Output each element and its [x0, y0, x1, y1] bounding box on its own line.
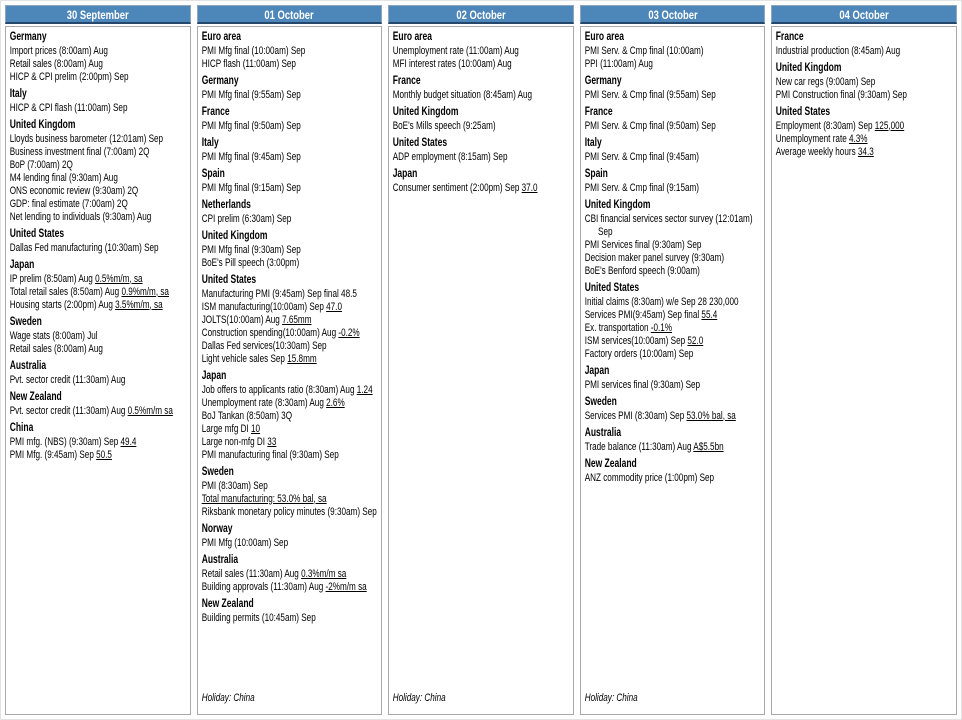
event-line — [201, 612, 377, 625]
event-text: PMI (8:30am) Sep — [201, 479, 268, 492]
event-text: PMI Serv. & Cmp final (9:55am) Sep — [584, 88, 716, 101]
event-line — [10, 405, 186, 418]
country-name: Germany — [9, 31, 47, 43]
event-line — [201, 45, 377, 58]
day-header — [771, 5, 957, 24]
event-value-underlined: 4.3% — [849, 132, 868, 145]
event-line — [10, 198, 186, 211]
country-section — [201, 550, 377, 594]
country-section — [201, 29, 377, 71]
event-value-underlined: -0.1% — [650, 321, 672, 334]
country-name: New Zealand — [9, 391, 62, 403]
event-line — [10, 299, 186, 312]
event-line — [776, 76, 952, 89]
event-value-underlined: 34.3 — [858, 145, 875, 158]
country-name: United States — [584, 282, 639, 294]
country-section — [10, 356, 186, 387]
country-section — [201, 133, 377, 164]
event-line — [10, 211, 186, 224]
event-line — [201, 353, 377, 366]
event-line — [10, 146, 186, 159]
event-text: BoE's Pill speech (3:00pm) — [201, 256, 299, 269]
country-name: Euro area — [584, 31, 624, 43]
event-text: PMI manufacturing final (9:30am) Sep — [201, 448, 339, 461]
day-events-box — [771, 26, 957, 715]
event-text: Unemployment rate — [776, 132, 850, 145]
day-events-box — [388, 26, 574, 715]
country-name: Sweden — [584, 396, 617, 408]
event-line — [201, 537, 377, 550]
event-line — [10, 185, 186, 198]
country-name: United Kingdom — [201, 230, 268, 242]
country-name: Japan — [392, 168, 418, 180]
event-line — [201, 436, 377, 449]
day-header-label: 04 October — [839, 10, 889, 22]
country-section — [393, 29, 569, 71]
event-line — [584, 265, 760, 278]
event-text: PMI Construction final (9:30am) Sep — [776, 88, 908, 101]
holiday-note: Holiday: China — [584, 692, 638, 704]
event-value-underlined: 47.0 — [325, 300, 342, 313]
event-line — [201, 257, 377, 270]
event-line — [10, 102, 186, 115]
event-text: Employment (8:30am) Sep — [776, 119, 876, 132]
event-value-underlined: 0.5%m/m, sa — [95, 272, 143, 285]
country-name: France — [201, 106, 230, 118]
event-line — [584, 410, 760, 423]
event-value-underlined: 0.5%m/m sa — [127, 404, 173, 417]
country-name: Norway — [201, 523, 233, 535]
event-line — [393, 151, 569, 164]
country-section — [10, 387, 186, 418]
country-section — [776, 58, 952, 102]
day-header — [197, 5, 383, 24]
country-section — [10, 224, 186, 255]
holiday-note: Holiday: China — [201, 692, 255, 704]
event-line — [584, 441, 760, 454]
event-line — [201, 120, 377, 133]
event-line — [201, 213, 377, 226]
country-section — [584, 195, 760, 278]
event-line — [201, 340, 377, 353]
event-text: Average weekly hours — [776, 145, 859, 158]
country-section — [584, 423, 760, 454]
event-text: Light vehicle sales Sep — [201, 352, 287, 365]
day-events-list — [581, 27, 765, 714]
event-line — [10, 449, 186, 462]
country-section — [584, 278, 760, 361]
country-name: Euro area — [201, 31, 241, 43]
event-line — [201, 151, 377, 164]
event-text: CBI financial services sector survey (12:01am) Sep — [584, 212, 753, 238]
event-line — [201, 397, 377, 410]
event-text: PMI Mfg final (9:15am) Sep — [201, 181, 301, 194]
event-text: PMI Mfg final (9:55am) Sep — [201, 88, 301, 101]
country-name: Italy — [201, 137, 219, 149]
event-text: BoP (7:00am) 2Q — [9, 158, 73, 171]
event-line — [584, 58, 760, 71]
event-line — [10, 286, 186, 299]
country-section — [584, 71, 760, 102]
day-column-01-october — [197, 5, 383, 715]
country-name: United States — [201, 274, 256, 286]
country-section — [10, 255, 186, 312]
event-text: GDP: final estimate (7:00am) 2Q — [9, 197, 128, 210]
event-text: MFI interest rates (10:00am) Aug — [392, 57, 512, 70]
event-line — [776, 146, 952, 159]
event-line — [584, 335, 760, 348]
event-line — [584, 348, 760, 361]
event-line — [393, 182, 569, 195]
event-line — [201, 480, 377, 493]
event-text: BoE's Benford speech (9:00am) — [584, 264, 700, 277]
country-name: Australia — [9, 360, 47, 372]
event-text: Large mfg DI — [201, 422, 251, 435]
event-text: ISM services(10:00am) Sep — [584, 334, 688, 347]
day-events-list — [389, 27, 573, 714]
day-column-30-september — [5, 5, 191, 715]
country-name: United Kingdom — [9, 119, 76, 131]
event-line — [201, 384, 377, 397]
event-text: Services PMI (8:30am) Sep — [584, 409, 687, 422]
event-value-underlined: 52.0 — [687, 334, 704, 347]
event-line — [776, 45, 952, 58]
event-text: Manufacturing PMI (9:45am) Sep final 48.5 — [201, 287, 357, 300]
event-text: Consumer sentiment (2:00pm) Sep — [392, 181, 522, 194]
event-text: PMI Mfg final (9:50am) Sep — [201, 119, 301, 132]
event-text: Construction spending(10:00am) Aug — [201, 326, 338, 339]
event-line — [201, 58, 377, 71]
country-section — [584, 102, 760, 133]
event-text: PMI Serv. & Cmp final (9:15am) — [584, 181, 699, 194]
event-text: BoE's Mills speech (9:25am) — [392, 119, 496, 132]
country-name: Japan — [9, 259, 35, 271]
event-line — [584, 151, 760, 164]
event-text: PMI Serv. & Cmp final (9:50am) Sep — [584, 119, 716, 132]
event-text: Wage stats (8:00am) Jul — [9, 329, 98, 342]
event-line — [584, 213, 760, 239]
event-line — [201, 327, 377, 340]
event-line — [201, 89, 377, 102]
country-name: United Kingdom — [392, 106, 459, 118]
country-name: United Kingdom — [584, 199, 651, 211]
event-line — [584, 89, 760, 102]
event-line — [10, 343, 186, 356]
event-line — [201, 314, 377, 327]
event-line — [201, 581, 377, 594]
event-line — [393, 120, 569, 133]
event-value-underlined: 55.4 — [701, 308, 718, 321]
country-name: United States — [9, 228, 65, 240]
event-text: HICP flash (11:00am) Sep — [201, 57, 296, 70]
event-text: Industrial production (8:45am) Aug — [776, 44, 901, 57]
event-text: HICP & CPI prelim (2:00pm) Sep — [9, 70, 129, 83]
economic-calendar-week — [5, 5, 957, 715]
event-text: PMI Mfg (10:00am) Sep — [201, 536, 288, 549]
country-section — [201, 195, 377, 226]
event-text: Riksbank monetary policy minutes (9:30am) Sep — [201, 505, 377, 518]
country-name: Japan — [584, 365, 610, 377]
day-events-box — [580, 26, 766, 715]
country-name: New Zealand — [584, 458, 637, 470]
event-value-underlined: 3.5%m/m, sa — [115, 298, 163, 311]
event-text: Unemployment rate (11:00am) Aug — [392, 44, 519, 57]
event-text: Trade balance (11:30am) Aug — [584, 440, 694, 453]
event-text: Large non-mfg DI — [201, 435, 267, 448]
event-text: ADP employment (8:15am) Sep — [392, 150, 508, 163]
event-text: Job offers to applicants ratio (8:30am) Aug — [201, 383, 357, 396]
country-name: Spain — [584, 168, 608, 180]
country-section — [10, 312, 186, 356]
event-text: Pvt. sector credit (11:30am) Aug — [9, 373, 126, 386]
event-value-underlined: 33 — [266, 435, 276, 448]
day-column-03-october — [580, 5, 766, 715]
country-name: Australia — [201, 554, 238, 566]
event-line — [584, 45, 760, 58]
event-value-underlined: 2.6% — [325, 396, 345, 409]
country-section — [393, 133, 569, 164]
country-name: France — [776, 31, 804, 43]
event-value-underlined: 53.0% bal, sa — [686, 409, 736, 422]
country-section — [584, 164, 760, 195]
event-text: Total retail sales (8:50am) Aug — [9, 285, 122, 298]
event-line — [201, 423, 377, 436]
event-value-underlined: 49.4 — [120, 435, 137, 448]
event-text: New car regs (9:00am) Sep — [776, 75, 876, 88]
event-text: Retail sales (11:30am) Aug — [201, 567, 301, 580]
country-name: Australia — [584, 427, 621, 439]
event-line — [584, 182, 760, 195]
event-line — [10, 436, 186, 449]
event-line — [201, 493, 377, 506]
event-value-underlined: Total manufacturing: 53.0% bal, sa — [201, 492, 327, 505]
event-text: CPI prelim (6:30am) Sep — [201, 212, 291, 225]
day-header — [580, 5, 766, 24]
event-line — [201, 244, 377, 257]
holiday-note: Holiday: China — [392, 692, 446, 704]
day-column-04-october — [771, 5, 957, 715]
event-text: Unemployment rate (8:30am) Aug — [201, 396, 326, 409]
event-line — [393, 58, 569, 71]
day-header-label: 03 October — [647, 10, 698, 22]
event-value-underlined: 37.0 — [521, 181, 538, 194]
event-text: PPI (11:00am) Aug — [584, 57, 653, 70]
event-text: PMI Mfg. (9:45am) Sep — [9, 448, 97, 461]
event-line — [10, 71, 186, 84]
event-text: Initial claims (8:30am) w/e Sep 28 230,000 — [584, 295, 739, 308]
event-value-underlined: 15.8mm — [286, 352, 317, 365]
country-name: United States — [776, 106, 831, 118]
day-events-list — [198, 27, 382, 714]
day-header — [5, 5, 191, 24]
country-section — [201, 519, 377, 550]
event-text: Retail sales (8:00am) Aug — [9, 57, 103, 70]
country-name: France — [584, 106, 613, 118]
event-text: Decision maker panel survey (9:30am) — [584, 251, 724, 264]
event-line — [10, 330, 186, 343]
event-value-underlined: 10 — [250, 422, 260, 435]
event-line — [10, 58, 186, 71]
country-section — [201, 594, 377, 625]
event-line — [201, 288, 377, 301]
event-text: ISM manufacturing(10:00am) Sep — [201, 300, 326, 313]
country-name: Spain — [201, 168, 225, 180]
event-text: BoJ Tankan (8:50am) 3Q — [201, 409, 292, 422]
day-header-label: 01 October — [264, 10, 315, 22]
event-line — [584, 252, 760, 265]
event-line — [201, 506, 377, 519]
country-name: United Kingdom — [776, 62, 842, 74]
country-section — [10, 418, 186, 462]
day-header — [388, 5, 574, 24]
event-text: HICP & CPI flash (11:00am) Sep — [9, 101, 128, 114]
country-name: France — [392, 75, 421, 87]
day-header-label: 02 October — [456, 10, 506, 22]
event-text: Dallas Fed manufacturing (10:30am) Sep — [9, 241, 159, 254]
day-events-list — [772, 27, 956, 714]
event-text: PMI Mfg final (10:00am) Sep — [201, 44, 305, 57]
event-line — [776, 133, 952, 146]
event-text: PMI Serv. & Cmp final (10:00am) — [584, 44, 704, 57]
event-text: Import prices (8:00am) Aug — [9, 44, 108, 57]
event-value-underlined: 0.3%m/m sa — [300, 567, 346, 580]
event-line — [201, 449, 377, 462]
event-line — [776, 120, 952, 133]
event-line — [10, 273, 186, 286]
day-events-box — [5, 26, 191, 715]
event-text: Business investment final (7:00am) 2Q — [9, 145, 150, 158]
event-value-underlined: 125,000 — [875, 119, 905, 132]
event-text: PMI Mfg final (9:30am) Sep — [201, 243, 301, 256]
country-section — [10, 29, 186, 84]
event-text: PMI Services final (9:30am) Sep — [584, 238, 702, 251]
event-value-underlined: -2%m/m sa — [325, 580, 367, 593]
country-section — [393, 71, 569, 102]
country-name: Japan — [201, 370, 226, 382]
event-line — [201, 568, 377, 581]
event-line — [584, 296, 760, 309]
event-value-underlined: A$5.5bn — [693, 440, 724, 453]
event-text: PMI Mfg final (9:45am) Sep — [201, 150, 301, 163]
country-section — [201, 366, 377, 462]
country-name: Italy — [584, 137, 602, 149]
day-events-box — [197, 26, 383, 715]
country-section — [10, 115, 186, 224]
event-line — [10, 159, 186, 172]
country-name: Germany — [584, 75, 622, 87]
event-line — [201, 301, 377, 314]
event-line — [10, 374, 186, 387]
country-section — [584, 133, 760, 164]
event-text: Retail sales (8:00am) Aug — [9, 342, 103, 355]
country-section — [10, 84, 186, 115]
country-name: Netherlands — [201, 199, 251, 211]
event-value-underlined: 0.9%m/m, sa — [121, 285, 169, 298]
event-text: PMI mfg. (NBS) (9:30am) Sep — [9, 435, 121, 448]
event-line — [10, 172, 186, 185]
event-line — [584, 309, 760, 322]
event-line — [201, 410, 377, 423]
event-text: Monthly budget situation (8:45am) Aug — [392, 88, 533, 101]
country-name: China — [9, 422, 34, 434]
event-line — [584, 120, 760, 133]
event-text: M4 lending final (9:30am) Aug — [9, 171, 118, 184]
event-line — [584, 472, 760, 485]
country-section — [393, 102, 569, 133]
event-value-underlined: 1.24 — [356, 383, 373, 396]
country-section — [201, 164, 377, 195]
country-name: Sweden — [9, 316, 42, 328]
country-section — [393, 164, 569, 195]
event-text: Building approvals (11:30am) Aug — [201, 580, 326, 593]
country-section — [776, 102, 952, 159]
event-text: Factory orders (10:00am) Sep — [584, 347, 694, 360]
country-name: Euro area — [392, 31, 433, 43]
event-value-underlined: 50.5 — [96, 448, 112, 461]
event-line — [393, 89, 569, 102]
event-line — [10, 133, 186, 146]
event-text: Dallas Fed services(10:30am) Sep — [201, 339, 327, 352]
event-line — [393, 45, 569, 58]
event-line — [10, 45, 186, 58]
event-value-underlined: -0.2% — [337, 326, 360, 339]
event-line — [584, 239, 760, 252]
day-events-list — [6, 27, 190, 714]
event-text: IP prelim (8:50am) Aug — [9, 272, 96, 285]
event-line — [584, 322, 760, 335]
event-text: PMI Serv. & Cmp final (9:45am) — [584, 150, 699, 163]
country-section — [584, 392, 760, 423]
event-text: Services PMI(9:45am) Sep final — [584, 308, 702, 321]
event-text: ONS economic review (9:30am) 2Q — [9, 184, 139, 197]
country-name: Germany — [201, 75, 239, 87]
country-section — [584, 361, 760, 392]
event-text: JOLTS(10:00am) Aug — [201, 313, 282, 326]
country-section — [584, 29, 760, 71]
country-section — [201, 270, 377, 366]
event-value-underlined: 7.65mm — [281, 313, 312, 326]
day-header-label: 30 September — [66, 10, 129, 22]
country-name: Italy — [9, 88, 27, 100]
event-text: Net lending to individuals (9:30am) Aug — [9, 210, 152, 223]
event-line — [584, 379, 760, 392]
country-name: New Zealand — [201, 598, 254, 610]
event-text: Ex. transportation — [584, 321, 651, 334]
country-section — [584, 454, 760, 485]
country-section — [201, 71, 377, 102]
country-section — [776, 29, 952, 58]
country-section — [201, 226, 377, 270]
event-text: PMI services final (9:30am) Sep — [584, 378, 700, 391]
event-line — [776, 89, 952, 102]
event-text: Pvt. sector credit (11:30am) Aug — [9, 404, 128, 417]
day-column-02-october — [388, 5, 574, 715]
country-section — [201, 462, 377, 519]
country-name: United States — [392, 137, 448, 149]
event-text: Building permits (10:45am) Sep — [201, 611, 316, 624]
country-section — [201, 102, 377, 133]
event-line — [201, 182, 377, 195]
event-text: Lloyds business barometer (12:01am) Sep — [9, 132, 164, 145]
country-name: Sweden — [201, 466, 234, 478]
event-text: ANZ commodity price (1:00pm) Sep — [584, 471, 714, 484]
event-line — [10, 242, 186, 255]
event-text: Housing starts (2:00pm) Aug — [9, 298, 116, 311]
